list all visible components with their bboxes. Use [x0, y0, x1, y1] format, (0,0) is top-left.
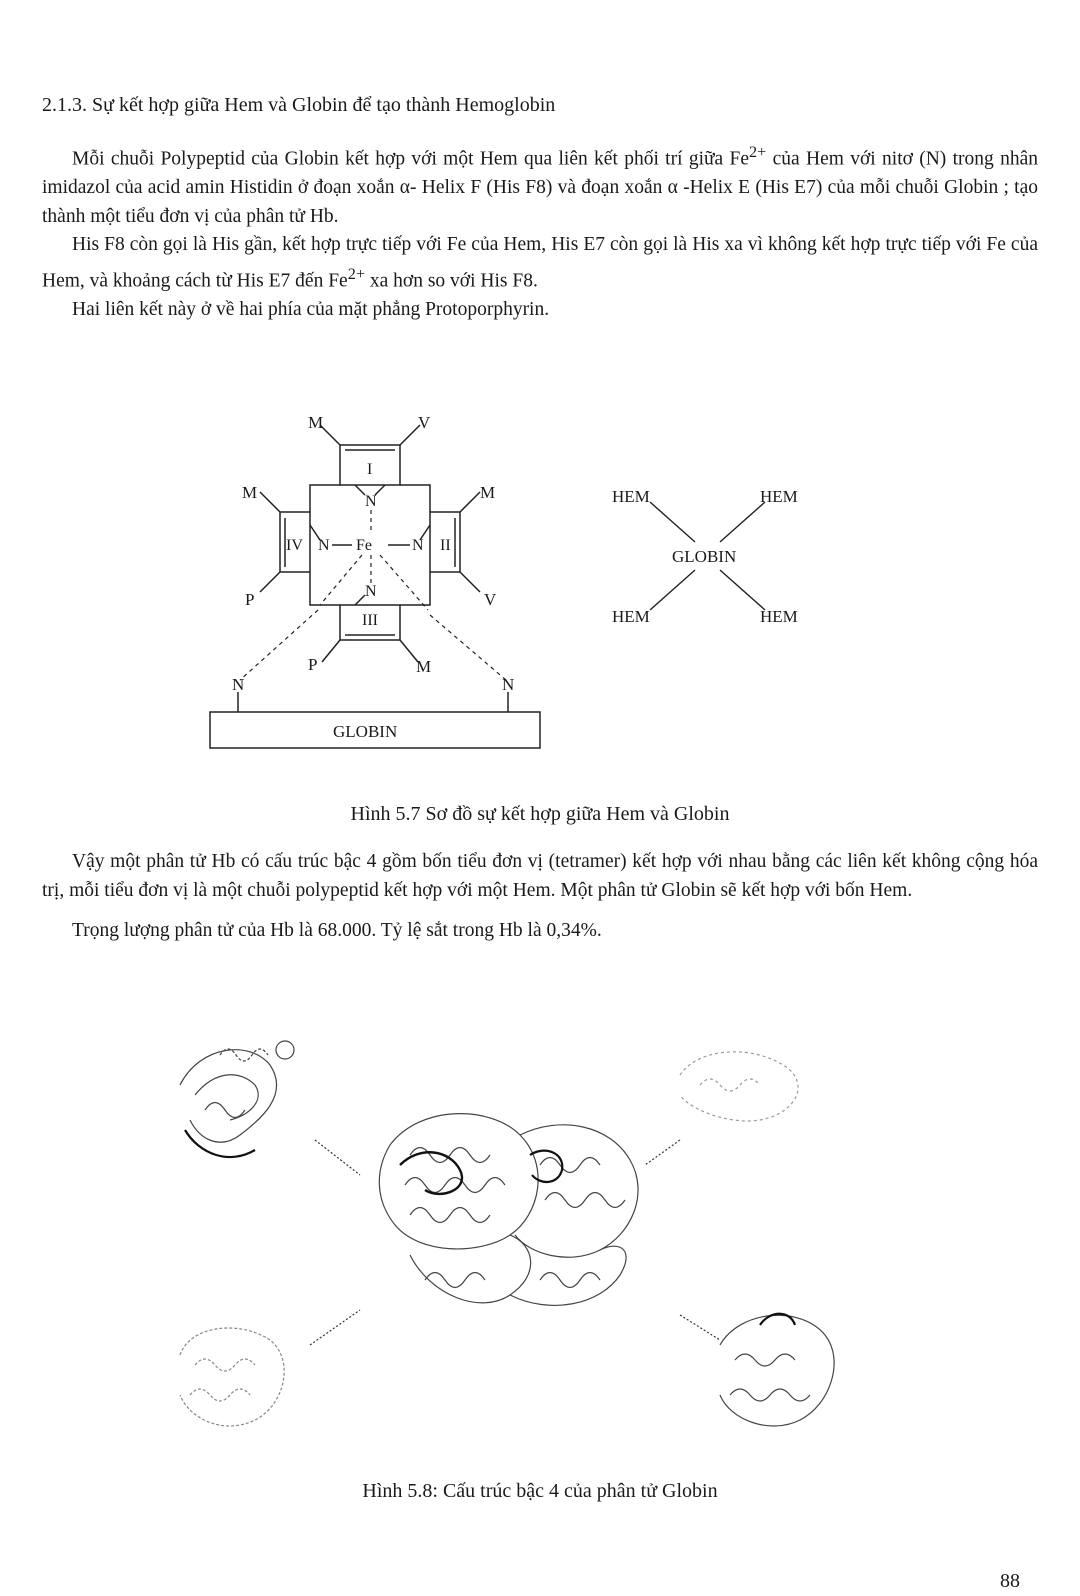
- paragraph-4: Vậy một phân tử Hb có cấu trúc bậc 4 gồm bốn tiểu đơn vị (tetramer) kết hợp với nhau bằng các liên kết không cộng hóa trị, mỗi tiểu đơn vị là một chuỗi polypeptid kết hợp với một Hem. Một phân tử Globin sẽ kết hợp với bốn Hem.: [42, 851, 1038, 901]
- paragraph-3: Hai liên kết này ở về hai phía của mặt phẳng Protoporphyrin.: [72, 298, 550, 320]
- sub-bottom-left: P: [308, 655, 318, 674]
- section-heading: 2.1.3. Sự kết hợp giữa Hem và Globin để tạo thành Hemoglobin: [42, 94, 556, 116]
- hem-top-left: HEM: [612, 487, 650, 506]
- sub-right-top: M: [480, 483, 496, 502]
- sub-left-bottom: P: [245, 590, 255, 609]
- n-bottom: N: [365, 583, 377, 600]
- paragraph-2-part-a: His F8 còn gọi là His gần, kết hợp trực tiếp với Fe của Hem, His E7 còn gọi là His xa vì không kết hợp trực tiếp với Fe của Hem, và khoảng cách từ His E7 đến Fe: [42, 234, 1038, 291]
- central-tetramer: [379, 1114, 638, 1306]
- heme-globin-diagram: [190, 400, 570, 760]
- figure-5-8-caption: Hình 5.8: Cấu trúc bậc 4 của phân tử Globin: [362, 1480, 718, 1502]
- sub-top-right: V: [418, 413, 431, 432]
- n-right: N: [412, 537, 424, 554]
- fe-charge-sup-2: 2+: [347, 264, 365, 283]
- paragraph-1-part-a: Mỗi chuỗi Polypeptid của Globin kết hợp với một Hem qua liên kết phối trí giữa Fe: [72, 148, 750, 170]
- globin-quaternary-illustration: [160, 1025, 860, 1465]
- ring-1-label: I: [367, 461, 373, 478]
- page-number: 88: [1000, 1570, 1020, 1592]
- tetramer-diagram: [600, 470, 830, 640]
- paragraph-2: [42, 231, 1038, 296]
- hem-top-right: HEM: [760, 487, 798, 506]
- his-right-n: N: [502, 675, 515, 694]
- globin-bar-label: GLOBIN: [333, 722, 398, 741]
- paragraph-1: [42, 138, 1038, 231]
- his-left-n: N: [232, 675, 245, 694]
- fe-charge-sup-1: 2+: [749, 143, 767, 161]
- n-left: N: [318, 537, 330, 554]
- sub-right-bottom: V: [484, 590, 497, 609]
- ring-3-label: III: [362, 612, 378, 629]
- ring-4-label: IV: [286, 537, 303, 554]
- ring-2-label: II: [440, 537, 451, 554]
- subunit-bottom-right: [720, 1314, 834, 1426]
- hem-bottom-left: HEM: [612, 607, 650, 626]
- figure-5-7-caption: Hình 5.7 Sơ đồ sự kết hợp giữa Hem và Globin: [350, 803, 730, 825]
- sub-left-top: M: [242, 483, 258, 502]
- intro-paragraphs: [42, 138, 1038, 324]
- paragraph-1-part-b: của Hem với nitơ (N) trong nhân imidazol của acid amin Histidin ở đoạn xoắn α- Helix F (His F8) và đoạn xoắn α -Helix E (His E7) của mỗi chuỗi Globin ; tạo thành một tiểu đơn vị của phân tử Hb.: [42, 148, 1038, 227]
- tetramer-center-globin: GLOBIN: [672, 547, 737, 566]
- paragraph-2-part-b: xa hơn so với His F8.: [365, 270, 538, 291]
- paragraph-5: Trọng lượng phân tử của Hb là 68.000. Tỷ lệ sắt trong Hb là 0,34%.: [72, 920, 602, 941]
- subunit-top-right: [680, 1052, 798, 1121]
- n-top: N: [365, 493, 377, 510]
- subunit-bottom-left: [180, 1328, 284, 1426]
- sub-bottom-right: M: [416, 657, 432, 676]
- hem-bottom-right: HEM: [760, 607, 798, 626]
- sub-top-left: M: [308, 413, 324, 432]
- body-paragraphs: [42, 848, 1038, 946]
- iron-label: Fe: [356, 537, 372, 554]
- subunit-top-left: [180, 1041, 294, 1157]
- arrows: [310, 1140, 720, 1345]
